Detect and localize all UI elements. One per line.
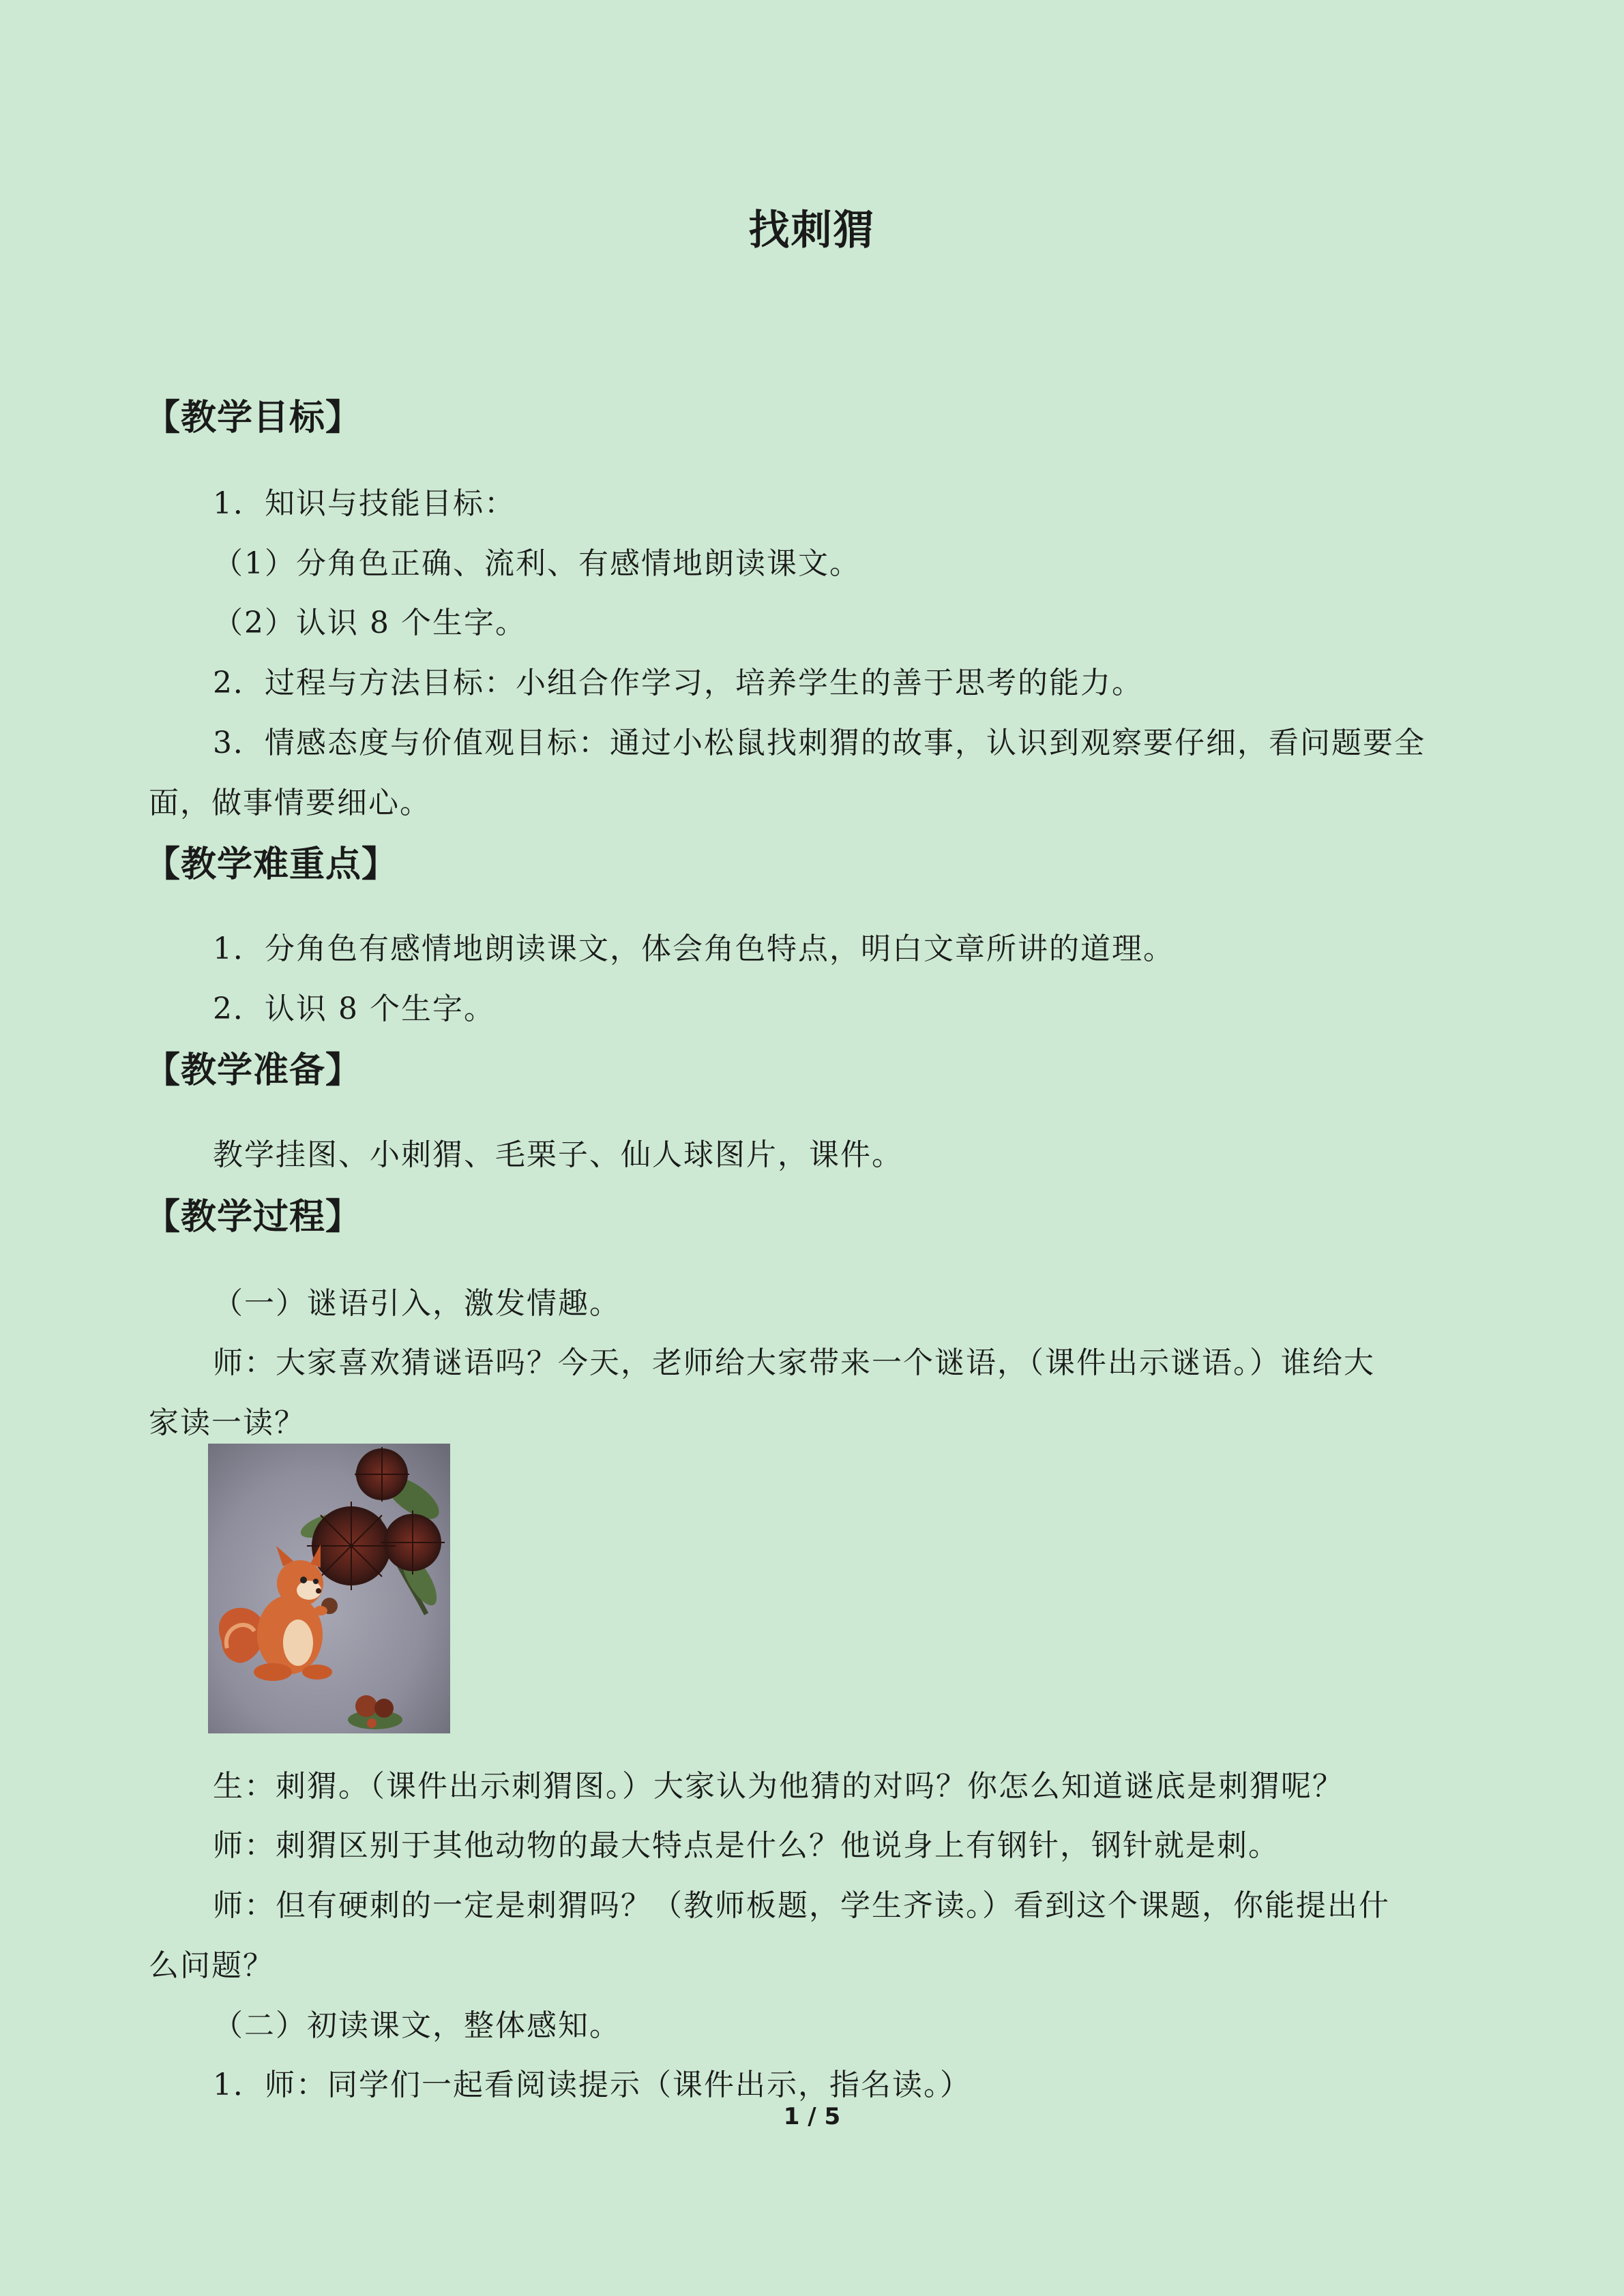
paragraph: 3．情感态度与价值观目标：通过小松鼠找刺猬的故事，认识到观察要仔细，看问题要全 bbox=[213, 726, 1426, 760]
paragraph: （2）认识 8 个生字。 bbox=[213, 606, 527, 640]
paragraph: （1）分角色正确、流利、有感情地朗读课文。 bbox=[213, 546, 861, 581]
section-heading-preparation: 【教学准备】 bbox=[145, 1050, 362, 1091]
paragraph: 师：刺猬区别于其他动物的最大特点是什么？他说身上有钢针，钢针就是刺。 bbox=[213, 1828, 1280, 1863]
paragraph: 2．过程与方法目标：小组合作学习，培养学生的善于思考的能力。 bbox=[213, 666, 1143, 700]
paragraph: 面，做事情要细心。 bbox=[149, 786, 431, 820]
section-heading-goals: 【教学目标】 bbox=[145, 398, 362, 438]
paragraph: 家读一读？ bbox=[149, 1405, 306, 1440]
paragraph: 1．分角色有感情地朗读课文，体会角色特点，明白文章所讲的道理。 bbox=[213, 931, 1175, 966]
page-title: 找刺猬 bbox=[748, 207, 876, 254]
section-heading-difficulties: 【教学难重点】 bbox=[145, 844, 398, 885]
paragraph: 生：刺猬。（课件出示刺猬图。）大家认为他猜的对吗？你怎么知道谜底是刺猬呢？ bbox=[213, 1769, 1344, 1804]
paragraph: （一）谜语引入，激发情趣。 bbox=[213, 1286, 621, 1321]
paragraph: （二）初读课文，整体感知。 bbox=[213, 2008, 621, 2043]
paragraph: 教学挂图、小刺猬、毛栗子、仙人球图片，课件。 bbox=[213, 1137, 903, 1172]
page-number: 1 / 5 bbox=[783, 2103, 841, 2130]
paragraph: 师：但有硬刺的一定是刺猬吗？（教师板题，学生齐读。）看到这个课题，你能提出什 bbox=[213, 1888, 1390, 1923]
paragraph: 2．认识 8 个生字。 bbox=[213, 992, 495, 1026]
paragraph: 么问题？ bbox=[149, 1948, 274, 1983]
paragraph: 师：大家喜欢猜谜语吗？今天，老师给大家带来一个谜语，（课件出示谜语。）谁给大 bbox=[213, 1345, 1375, 1380]
paragraph: 1．知识与技能目标： bbox=[213, 486, 516, 521]
paragraph: 1．师：同学们一起看阅读提示（课件出示，指名读。） bbox=[213, 2068, 971, 2102]
section-heading-process: 【教学过程】 bbox=[145, 1197, 362, 1238]
squirrel-illustration bbox=[208, 1444, 450, 1733]
